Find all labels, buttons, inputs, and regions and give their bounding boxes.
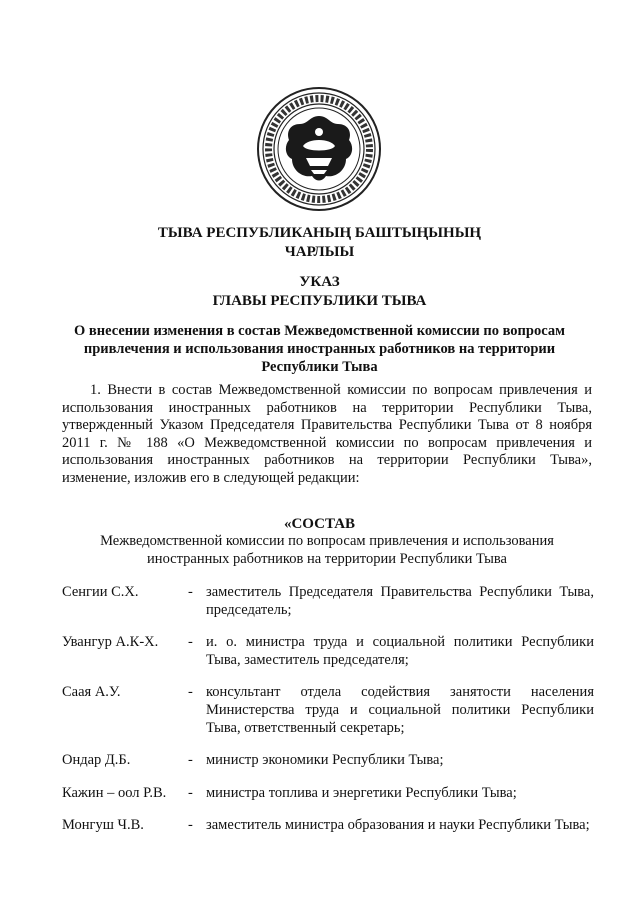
decree-subject: [56, 322, 583, 376]
paragraph-1-text: 1. Внести в состав Межведомственной комиссии по вопросам привлечения и использования иностранных работников на территории Республики Тыва, утвержденный Указом Председателя Правительства Республики Тыва от 8 ноября 2011 г. № 188 «О Межведомственной комиссии по вопросам привлечения и использования иностранных работников на территории Республики Тыва», изменение, изложив его в следующей редакции:: [62, 382, 592, 486]
member-dash: -: [188, 584, 193, 600]
member-list: [62, 584, 594, 850]
member-row: [62, 752, 594, 770]
composition-heading: «СОСТАВ: [283, 516, 356, 532]
decree-heading: [40, 273, 599, 311]
member-name: Увангур А.К-Х.: [62, 634, 159, 651]
member-name: Саая А.У.: [62, 684, 121, 701]
member-row: [62, 817, 594, 835]
member-role: министра топлива и энергетики Республики Тыва;: [206, 784, 517, 801]
decree-word: УКАЗ: [299, 274, 340, 290]
member-row: [62, 634, 594, 669]
member-role: заместитель министра образования и науки Республики Тыва;: [206, 817, 590, 834]
subject-line-2: привлечения и использования иностранных работников на территории: [83, 341, 556, 357]
decree-paragraph-1: [62, 382, 592, 488]
member-name: Сенгии С.Х.: [62, 584, 139, 600]
member-role: и. о. министра труда и социальной политики Республики Тыва, заместитель председателя;: [206, 634, 594, 668]
member-name: Кажин – оол Р.В.: [62, 784, 167, 801]
member-dash: -: [188, 784, 193, 801]
composition-subheading: Межведомственной комиссии по вопросам привлечения и использования иностранных работников на территории Республики Тыва: [100, 533, 554, 567]
decree-issuer: ГЛАВЫ РЕСПУБЛИКИ ТЫВА: [212, 293, 427, 309]
subject-line-1: О внесении изменения в состав Межведомственной комиссии по вопросам: [74, 323, 565, 339]
title-line-2: ЧАРЛЫЫ: [284, 244, 355, 260]
subject-line-3: Республики Тыва: [261, 359, 378, 375]
member-name: Ондар Д.Б.: [62, 752, 131, 769]
title-line-1: ТЫВА РЕСПУБЛИКАНЫҢ БАШТЫҢЫНЫҢ: [157, 225, 482, 241]
member-role: консультант отдела содействия занятости населения Министерства труда и социальной политики Республики Тыва, ответственный секретарь;: [206, 684, 594, 736]
member-name: Монгуш Ч.В.: [62, 817, 144, 834]
member-row: [62, 584, 594, 619]
member-dash: -: [188, 752, 193, 769]
member-role: министр экономики Республики Тыва;: [206, 752, 444, 769]
member-role: заместитель Председателя Правительства Республики Тыва, председатель;: [206, 584, 594, 618]
member-row: [62, 785, 594, 803]
member-dash: -: [188, 634, 193, 651]
republic-emblem-icon: [256, 86, 382, 212]
member-row: [62, 684, 594, 737]
document-title: [40, 224, 599, 262]
member-dash: -: [188, 817, 193, 834]
member-dash: -: [188, 684, 193, 701]
